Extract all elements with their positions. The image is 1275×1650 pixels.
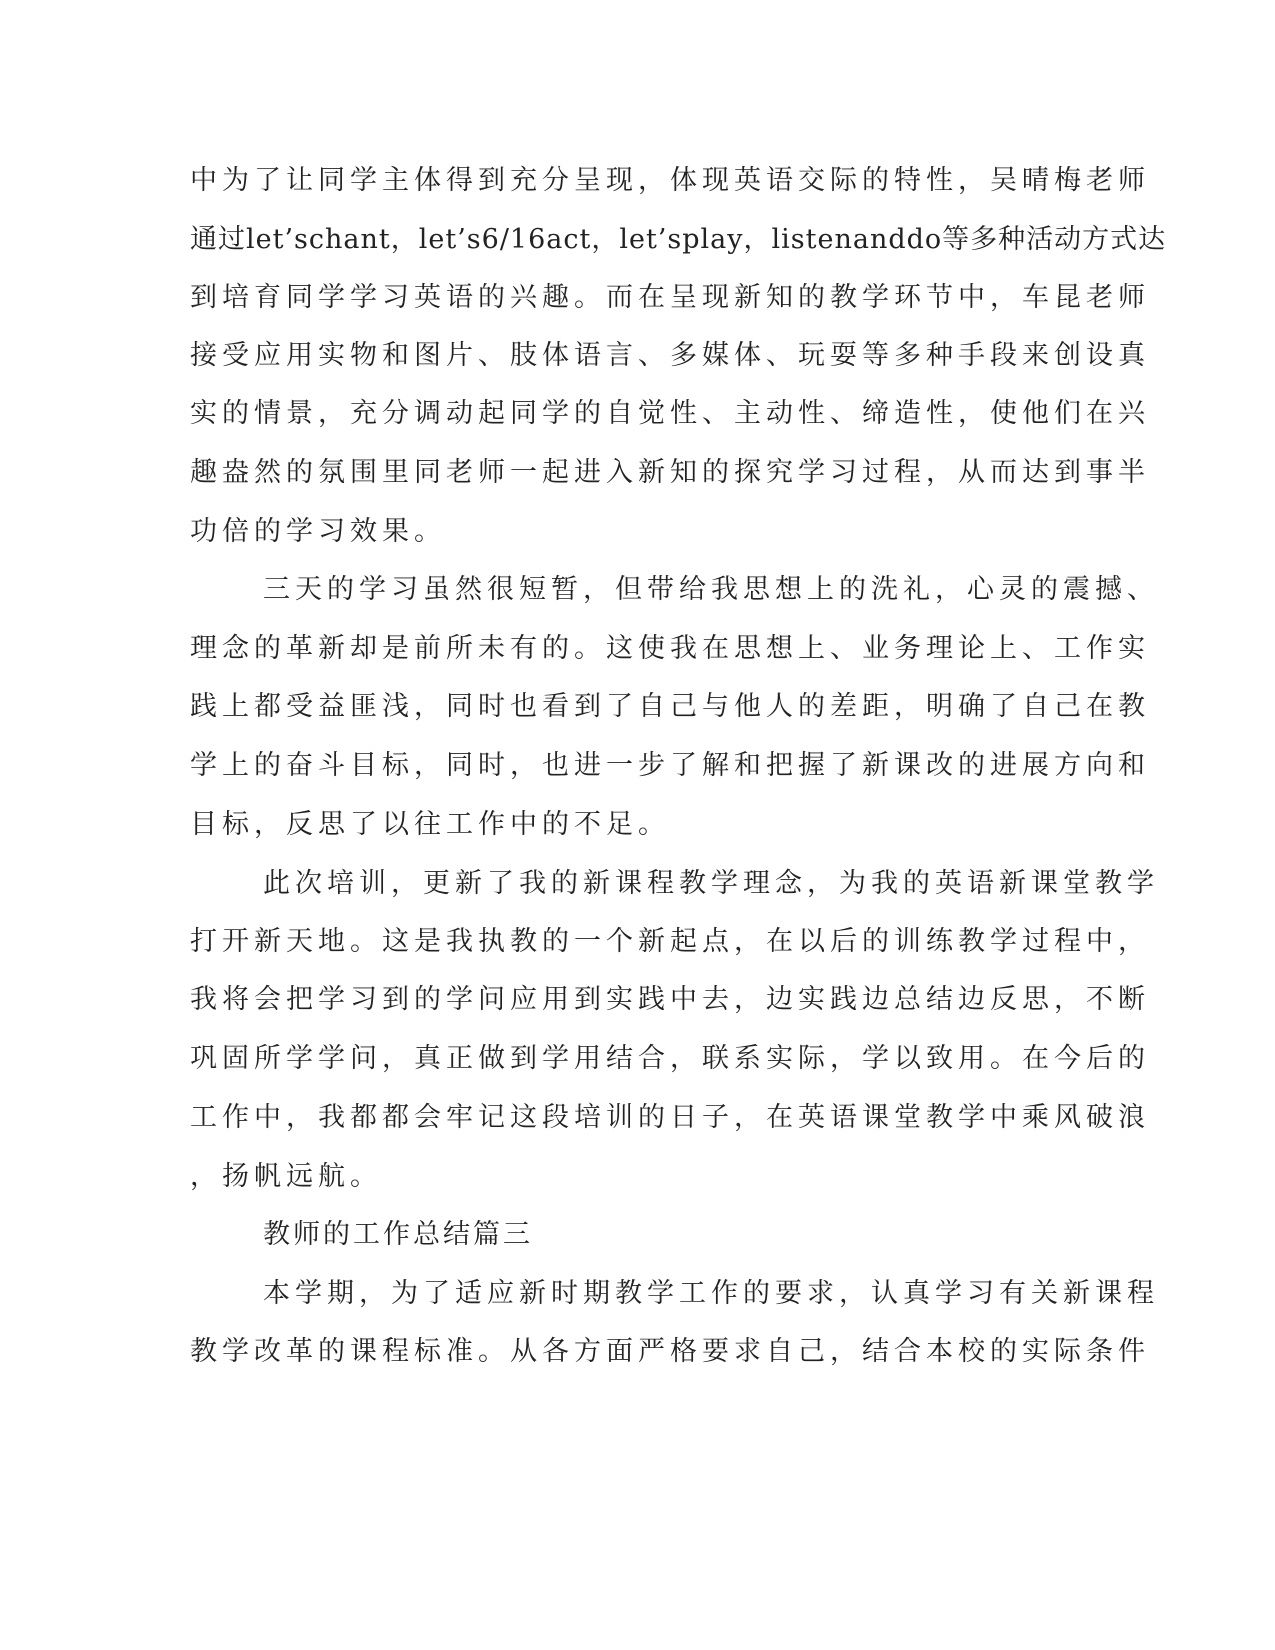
text-line: 理念的革新却是前所未有的。这使我在思想上、业务理论上、工作实: [190, 633, 1150, 664]
text-line: 工作中，我都都会牢记这段培训的日子，在英语课堂教学中乘风破浪: [190, 1102, 1150, 1133]
paragraph-first-line: 此次培训，更新了我的新课程教学理念，为我的英语新课堂教学: [263, 868, 1159, 899]
section-heading: 教师的工作总结篇三: [263, 1219, 533, 1250]
text-line: 打开新天地。这是我执教的一个新起点，在以后的训练教学过程中，: [190, 926, 1150, 957]
text-line: 学上的奋斗目标，同时，也进一步了解和把握了新课改的进展方向和: [190, 750, 1150, 781]
text-line: 践上都受益匪浅，同时也看到了自己与他人的差距，明确了自己在教: [190, 691, 1150, 722]
text-line: 趣盎然的氛围里同老师一起进入新知的探究学习过程，从而达到事半: [190, 457, 1150, 488]
text-line: 中为了让同学主体得到充分呈现，体现英语交际的特性，吴晴梅老师: [190, 165, 1150, 196]
text-line: 到培育同学学习英语的兴趣。而在呈现新知的教学环节中，车昆老师: [190, 282, 1150, 313]
text-line: 巩固所学学问，真正做到学用结合，联系实际，学以致用。在今后的: [190, 1043, 1150, 1074]
paragraph-first-line: 本学期，为了适应新时期教学工作的要求，认真学习有关新课程: [263, 1278, 1159, 1309]
text-line: 功倍的学习效果。: [190, 516, 446, 547]
text-line: 通过let’schant，let’s6/16act，let’splay，listenanddo等多种活动方式达: [190, 224, 1167, 255]
paragraph-first-line: 三天的学习虽然很短暂，但带给我思想上的洗礼，心灵的震撼、: [263, 574, 1159, 605]
text-line: 目标，反思了以往工作中的不足。: [190, 809, 670, 840]
text-line: 我将会把学习到的学问应用到实践中去，边实践边总结边反思，不断: [190, 984, 1150, 1015]
text-line: 教学改革的课程标准。从各方面严格要求自己，结合本校的实际条件: [190, 1336, 1150, 1367]
text-line: 实的情景，充分调动起同学的自觉性、主动性、缔造性，使他们在兴: [190, 398, 1150, 429]
text-line: 接受应用实物和图片、肢体语言、多媒体、玩耍等多种手段来创设真: [190, 340, 1150, 371]
text-line: ，扬帆远航。: [190, 1161, 382, 1192]
